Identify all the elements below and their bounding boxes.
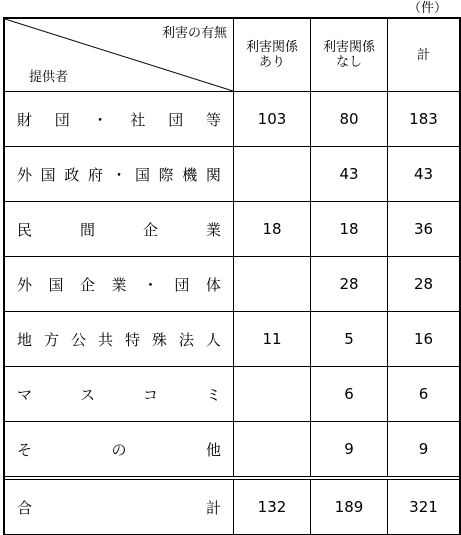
corner-top-label: 利害の有無 — [161, 26, 227, 41]
header-row — [5, 19, 460, 92]
total-label: 合 計 — [5, 478, 234, 535]
cell-total: 28 — [388, 257, 460, 312]
table-row — [5, 257, 460, 312]
col-header-ari: 利害関係 あり — [234, 19, 311, 92]
cell-nashi: 18 — [311, 202, 388, 257]
table-row — [5, 92, 460, 147]
unit-label: （件） — [408, 1, 448, 16]
col-header-total: 計 — [388, 19, 460, 92]
cell-ari — [234, 147, 311, 202]
cell-nashi: 80 — [311, 92, 388, 147]
cell-total: 43 — [388, 147, 460, 202]
corner-cell — [5, 19, 234, 92]
row-label: 外 国 政 府 ・ 国 際 機 関 — [5, 147, 234, 202]
table-row — [5, 422, 460, 479]
row-label: マ ス コ ミ — [5, 367, 234, 422]
row-label: 財 団 ・ 社 団 等 — [5, 92, 234, 147]
cell-ari — [234, 257, 311, 312]
table-row — [5, 202, 460, 257]
total-ari: 132 — [234, 478, 311, 535]
cell-ari — [234, 422, 311, 479]
row-label: 民 間 企 業 — [5, 202, 234, 257]
table-body — [5, 92, 460, 479]
cell-nashi: 6 — [311, 367, 388, 422]
cell-nashi: 43 — [311, 147, 388, 202]
cell-total: 36 — [388, 202, 460, 257]
cell-total: 16 — [388, 312, 460, 367]
cell-ari: 18 — [234, 202, 311, 257]
cell-ari — [234, 367, 311, 422]
cell-total: 6 — [388, 367, 460, 422]
cell-nashi: 28 — [311, 257, 388, 312]
col-header-nashi: 利害関係 なし — [311, 19, 388, 92]
table-row — [5, 312, 460, 367]
total-row — [5, 478, 460, 535]
row-label: 地 方 公 共 特 殊 法 人 — [5, 312, 234, 367]
total-nashi: 189 — [311, 478, 388, 535]
cell-total: 183 — [388, 92, 460, 147]
corner-bottom-label: 提供者 — [29, 70, 69, 85]
cell-total: 9 — [388, 422, 460, 479]
table-row — [5, 367, 460, 422]
row-label: 外 国 企 業 ・ 団 体 — [5, 257, 234, 312]
row-label: そ の 他 — [5, 422, 234, 479]
cell-ari: 11 — [234, 312, 311, 367]
table-row — [5, 147, 460, 202]
cell-nashi: 9 — [311, 422, 388, 479]
total-total: 321 — [388, 478, 460, 535]
cell-nashi: 5 — [311, 312, 388, 367]
provider-table — [4, 18, 460, 535]
cell-ari: 103 — [234, 92, 311, 147]
